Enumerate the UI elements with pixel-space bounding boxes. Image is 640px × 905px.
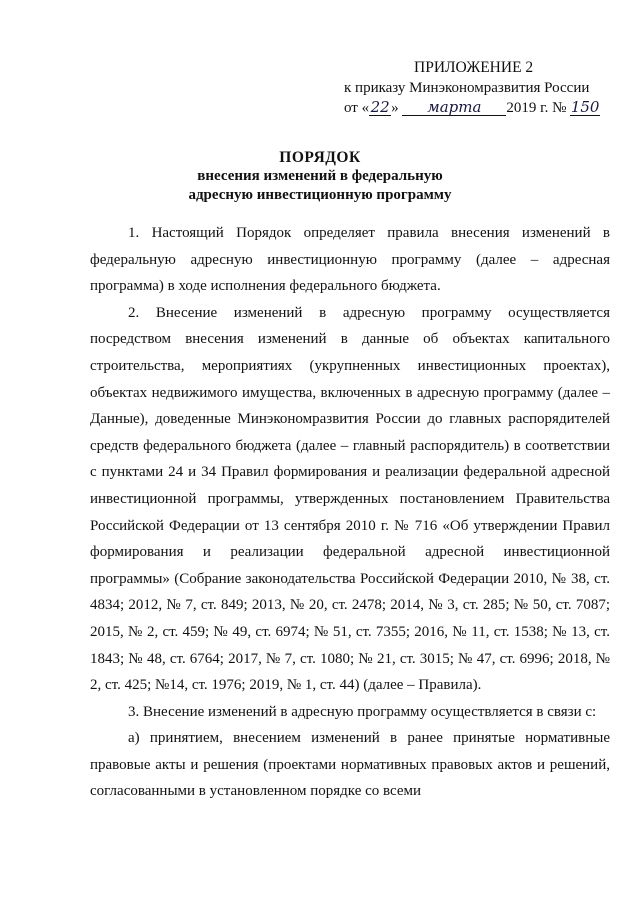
document-body	[90, 220, 610, 805]
appendix-date-line	[344, 98, 604, 118]
appendix-order-reference: к приказу Минэкономразвития России	[344, 80, 590, 96]
title-line-2: внесения изменений в федеральную	[197, 168, 443, 184]
paragraph-2: 2. Внесение изменений в адресную программу осуществляется посредством внесения изменений в данные об объектах капитального строительства, мероприятиях (укрупненных инвестиционных проектах), объектах недвижимого имущества, включенных в адресную программу (далее – Данные), доведенные Минэкономразвития России до главных распорядителей средств федерального бюджета (далее – главный распорядитель) в соответствии с пунктами 24 и 34 Правил формирования и реализации федеральной адресной инвестиционной программы, утвержденных постановлением Правительства Российской Федерации от 13 сентября 2010 г. № 716 «Об утверждении Правил формирования и реализации федеральной адресной инвестиционной программы» (Собрание законодательства Российской Федерации 2010, № 38, ст. 4834; 2012, № 7, ст. 849; 2013, № 20, ст. 2478; 2014, № 3, ст. 285; № 50, ст. 7087; 2015, № 2, ст. 459; № 49, ст. 6974; № 51, ст. 7355; 2016, № 11, ст. 1538; № 13, ст. 1843; № 48, ст. 6764; 2017, № 7, ст. 1080; № 21, ст. 3015; № 47, ст. 6996; 2018, № 2, ст. 425; №14, ст. 1976; 2019, № 1, ст. 44) (далее – Правила).	[90, 304, 610, 694]
appendix-title: ПРИЛОЖЕНИЕ 2	[414, 59, 534, 76]
date-mid: »	[391, 100, 399, 116]
appendix-header	[344, 58, 604, 118]
paragraph-3: 3. Внесение изменений в адресную программу осуществляется в связи с:	[128, 703, 597, 720]
date-year: 2019 г. №	[506, 100, 567, 116]
title-line-1: ПОРЯДОК	[279, 149, 361, 166]
handwritten-number: 150	[570, 98, 600, 116]
date-prefix: от «	[344, 100, 370, 116]
title-line-3: адресную инвестиционную программу	[188, 187, 452, 203]
handwritten-day: 22	[370, 98, 390, 116]
paragraph-1: 1. Настоящий Порядок определяет правила внесения изменений в федеральную адресную инвестиционную программу (далее – адресная программа) в ходе исполнения федерального бюджета.	[90, 225, 610, 295]
handwritten-month: марта	[402, 99, 506, 116]
document-title	[0, 148, 640, 205]
paragraph-3a: а) принятием, внесением изменений в ранее принятые нормативные правовые акты и решения (проектами нормативных правовых актов и решений, согласованными в установленном порядке со всеми	[90, 730, 610, 800]
